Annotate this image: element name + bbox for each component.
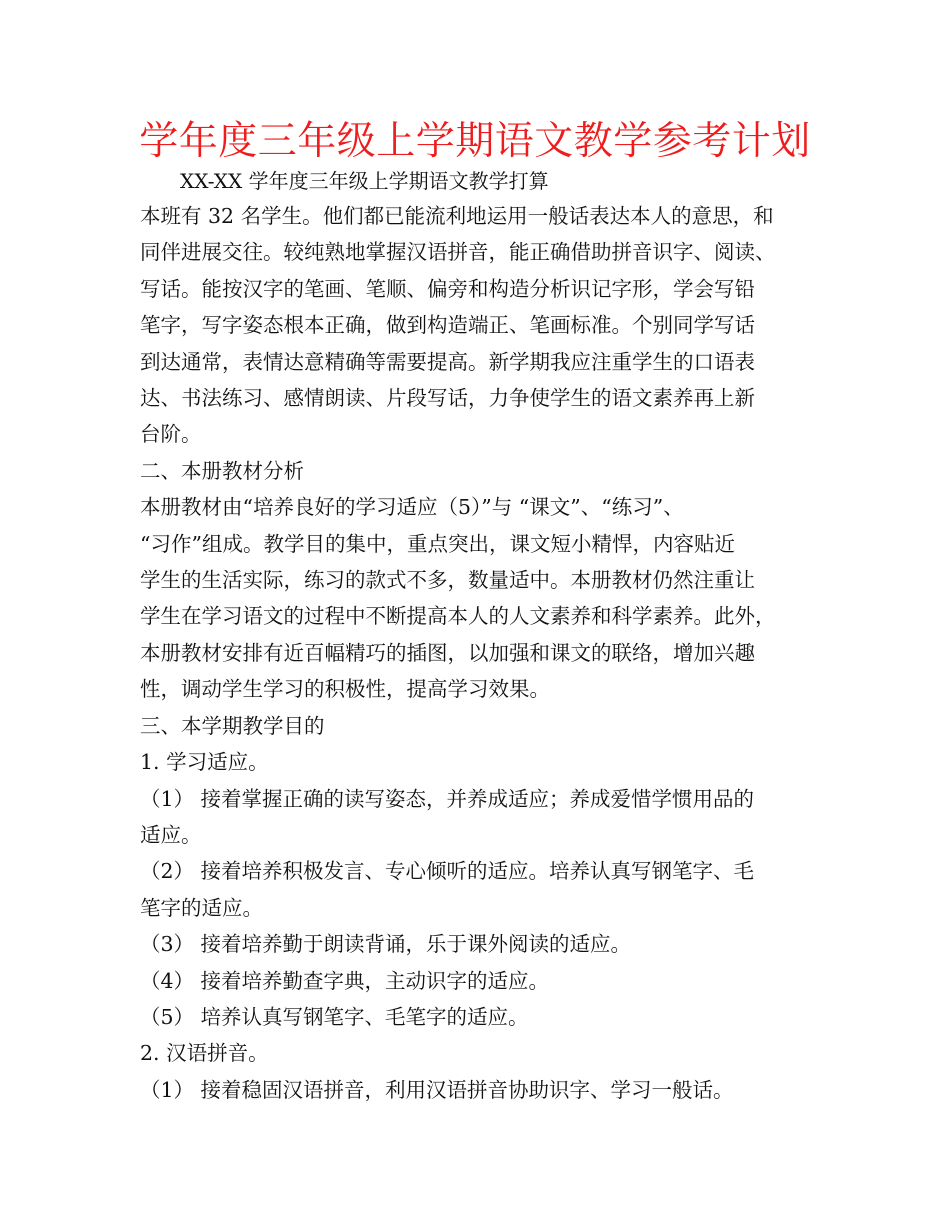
paragraph-line: 本册教材安排有近百幅精巧的插图，以加强和课文的联络，增加兴趣 bbox=[140, 640, 755, 665]
paragraph-line: 台阶。 bbox=[140, 422, 202, 447]
paragraph-line: 本册教材由“培养良好的学习适应（5）”与 “课文”、“练习”、 bbox=[140, 495, 684, 520]
section-heading: 二、本册教材分析 bbox=[140, 458, 304, 483]
list-item: 笔字的适应。 bbox=[140, 895, 263, 920]
list-item: （5） 培养认真写钢笔字、毛笔字的适应。 bbox=[140, 1004, 529, 1029]
paragraph-line: “习作”组成。教学目的集中，重点突出，课文短小精悍，内容贴近 bbox=[140, 531, 735, 556]
paragraph-line: 到达通常，表情达意精确等需要提高。新学期我应注重学生的口语表 bbox=[140, 349, 755, 374]
paragraph-line: 学生在学习语文的过程中不断提高本人的人文素养和科学素养。此外， bbox=[140, 604, 776, 629]
paragraph-line: 写话。能按汉字的笔画、笔顺、偏旁和构造分析识记字形，学会写铅 bbox=[140, 276, 755, 301]
list-item: （2） 接着培养积极发言、专心倾听的适应。培养认真写钢笔字、毛 bbox=[140, 859, 755, 884]
section-heading: 三、本学期教学目的 bbox=[140, 713, 325, 738]
paragraph-line: 达、书法练习、感情朗读、片段写话，力争使学生的语文素养再上新 bbox=[140, 386, 755, 411]
item-heading: 2. 汉语拼音。 bbox=[140, 1041, 269, 1066]
paragraph-line: 本班有 32 名学生。他们都已能流利地运用一般话表达本人的意思，和 bbox=[140, 204, 774, 228]
list-item: 适应。 bbox=[140, 822, 202, 847]
document-subtitle: XX-XX 学年度三年级上学期语文教学打算 bbox=[180, 169, 549, 193]
document-body bbox=[140, 198, 820, 1108]
list-item: （1） 接着稳固汉语拼音，利用汉语拼音协助识字、学习一般话。 bbox=[140, 1077, 734, 1102]
paragraph-line: 同伴进展交往。较纯熟地掌握汉语拼音，能正确借助拼音识字、阅读、 bbox=[140, 240, 776, 265]
paragraph-line: 笔字，写字姿态根本正确，做到构造端正、笔画标准。个别同学写话 bbox=[140, 313, 755, 338]
list-item: （3） 接着培养勤于朗读背诵，乐于课外阅读的适应。 bbox=[140, 932, 632, 957]
list-item: （4） 接着培养勤查字典，主动识字的适应。 bbox=[140, 968, 550, 993]
paragraph-line: 学生的生活实际，练习的款式不多，数量适中。本册教材仍然注重让 bbox=[140, 568, 755, 593]
paragraph-line: 性，调动学生学习的积极性，提高学习效果。 bbox=[140, 677, 550, 702]
document-title: 学年度三年级上学期语文教学参考计划 bbox=[139, 119, 811, 164]
list-item: （1） 接着掌握正确的读写姿态，并养成适应；养成爱惜学惯用品的 bbox=[140, 786, 755, 811]
item-heading: 1. 学习适应。 bbox=[140, 750, 269, 775]
